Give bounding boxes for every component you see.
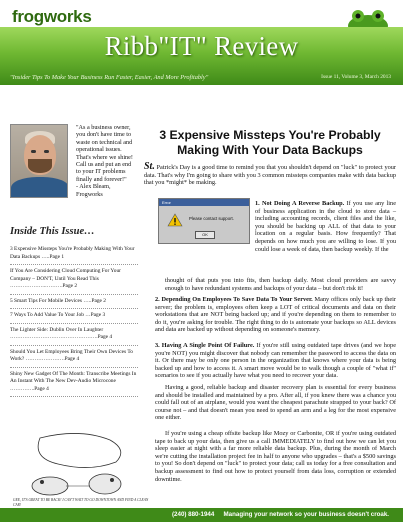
dialog-ok-button: OK	[195, 231, 215, 239]
author-photo	[10, 124, 68, 198]
point-1-text: If you use any line of business application in the cloud to store data – including accounting records, client files and the like, you should be backing up ALL of that data to your location on a regular basis. How frequently? That depends on how much you are willing to lose. If you could lose a week of data, then backup weekly. If the	[255, 200, 396, 253]
point-3-title: 3. Having A Single Point Of Failure.	[155, 342, 255, 349]
toc-item[interactable]: 5 Smart Tips For Mobile Devices …..Page 2	[10, 298, 138, 310]
quote-text: "As a business owner, you don't have time to waste on technical and operational issues. That's where we shine! Call us and put an end to your IT problems finally and forever!"	[76, 124, 133, 183]
intro-dropcap: St.	[144, 161, 155, 172]
toc-item[interactable]: If You Are Considering Cloud Computing For Your Company – DON'T, Until You Read This ………………..……….Page 2	[10, 268, 138, 295]
footer-phone[interactable]: (240) 880-1944	[172, 511, 215, 518]
masthead	[0, 0, 403, 86]
toc-item[interactable]: 3 Expensive Missteps You're Probably Making With Your Data Backups …..Page 1	[10, 246, 138, 265]
tagline: "Insider Tips To Make Your Business Run Faster, Easier, And More Profitably"	[10, 74, 209, 81]
toc-item[interactable]: Should You Let Employees Bring Their Own Devices To Work? ………………….Page 4	[10, 349, 138, 368]
toc-item[interactable]: Shiny New Gadget Of The Month: Transcribe Meetings In An Instant With The New Dev-Audio Microcone …………..Page 4	[10, 371, 138, 398]
point-1-title: 1. Not Doing A Reverse Backup.	[255, 200, 345, 207]
quote-author: - Alex Bleam, Frogworks	[76, 183, 111, 198]
point-3-text: If you're still using outdated tape drives (and we hope you're NOT) you might discover that nobody can remember the password to access the data on it. Or there may be only one person in the organization that knows where your data is being backed up and how to access it. A smart move would be to walk though a couple of "what if" scenarios to see if you actually have what you need to recover your data.	[155, 342, 396, 380]
brand-logo-text: frogworks	[12, 7, 92, 26]
point-2-title: 2. Depending On Employees To Save Data To Your Server.	[155, 296, 313, 303]
point-1	[255, 200, 396, 253]
article-paragraph-4: Having a good, reliable backup and disaster recovery plan is essential for every business and should be installed and maintained by a pro. After all, if you knew there was a chance you could fall out of an airplane, would you want the cheapest parachute strapped to your back? Of course not – and that doesn't mean you need to spend an arm and a leg for the most expensive one either.	[155, 384, 396, 422]
point-3	[155, 342, 396, 380]
point-2-text: Many offices only back up their server; the problem is, employees often keep a LOT of critical documents and data on their workstations that are NOT being backed up; and if you're depending on them to remember to do it, you're asking for trouble. The right thing to do is automate your backups so ALL devices and data are backed up without depending on someone's memory.	[155, 296, 396, 334]
article-intro	[144, 163, 396, 187]
intro-text: Patrick's Day is a good time to remind you that you shouldn't depend on "luck" to protect your data. That's why I'm going to share with you 3 common missteps companies make with data backup that you *might* be making.	[144, 164, 396, 187]
cartoon-illustration	[10, 428, 150, 500]
warning-icon	[167, 213, 183, 227]
inside-issue-title: Inside This Issue…	[10, 226, 95, 237]
issue-info: Issue 11, Volume 3, March 2013	[321, 74, 391, 80]
table-of-contents	[10, 246, 138, 400]
toc-item[interactable]: The Lighter Side: Dublin Over In Laughter ………………………………………….Page 4	[10, 327, 138, 346]
author-quote	[76, 124, 136, 198]
toc-item[interactable]: 7 Ways To Add Value To Your Job …Page 3	[10, 312, 138, 324]
point-2	[155, 296, 396, 334]
point-1-continued: thought of that puts you into fits, then backup daily. Most cloud providers are savvy enough to have redundant systems and backups of your data – but don't risk it!	[165, 277, 396, 292]
newsletter-title: Ribb"IT" Review	[104, 31, 299, 61]
cartoon-caption: GEE, IT'S GREAT TO BE BACK! I CAN'T WAIT TO GO DOWNTOWN AND FIND A CLEAN CAR!	[13, 498, 149, 507]
footer-slogan: Managing your network so your business doesn't croak.	[223, 511, 389, 518]
dialog-title: Error	[162, 199, 171, 205]
article-paragraph-5: If you're using a cheap offsite backup like Mozy or Carbonite, OR if you're using outdated tape to back up your data, then give us a call IMMEDIATELY to find out how we can let you sleep easier at night with a far more reliable data backup. Plus, during the month of March we're cutting the installation project fee in half to anyone who upgrades – that's a $500 savings to you! So don't depend on "luck" to protect your data; call us today for a free consultation and backup assessment to find out how to protect yourself from data loss, corruption or extended downtime.	[155, 430, 396, 483]
article-headline: 3 Expensive Missteps You're Probably Making With Your Data Backups	[159, 128, 381, 157]
dialog-message: Please contact support.	[189, 216, 234, 221]
error-dialog-image	[158, 198, 250, 244]
footer-bar	[0, 508, 403, 522]
